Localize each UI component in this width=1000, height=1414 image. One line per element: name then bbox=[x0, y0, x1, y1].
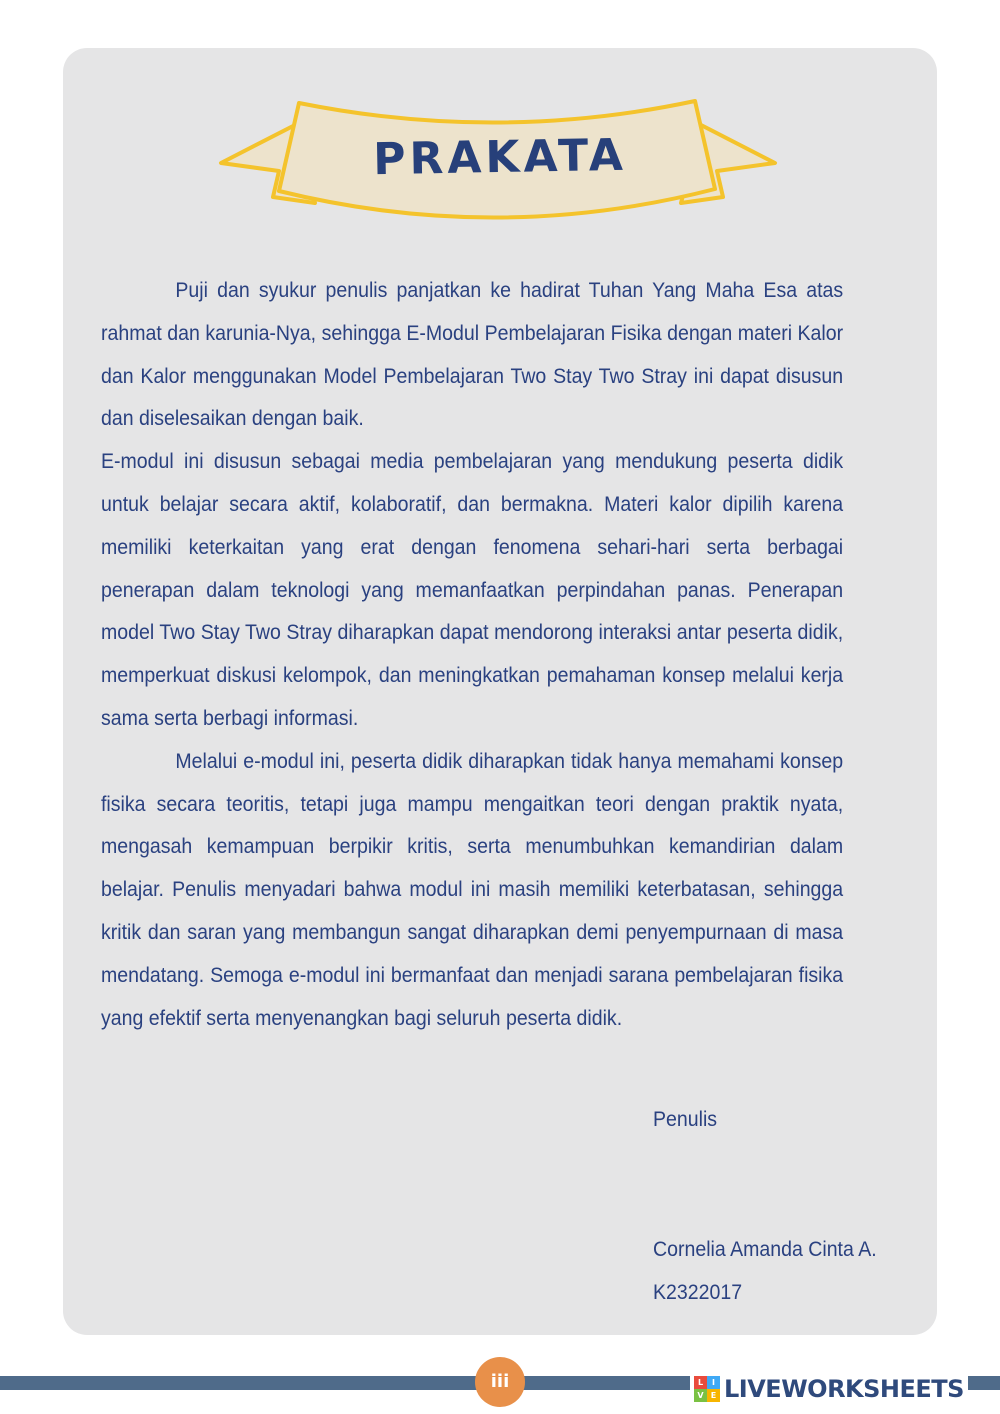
liveworksheets-brand: LIVEWORKSHEETS bbox=[724, 1375, 964, 1403]
body-text bbox=[101, 270, 843, 1040]
liveworksheets-logo[interactable] bbox=[690, 1374, 968, 1404]
liveworksheets-icon: L I V E bbox=[694, 1376, 720, 1402]
signature-role: Penulis bbox=[653, 1108, 718, 1131]
page-number-badge: iii bbox=[475, 1357, 525, 1407]
paragraph: Melalui e-modul ini, peserta didik diharapkan tidak hanya memahami konsep fisika secara teoritis, tetapi juga mampu mengaitkan teori dengan praktik nyata, mengasah kemampuan berpikir kritis, serta menumbuhkan kemandirian dalam belajar. Penulis menyadari bahwa modul ini masih memiliki keterbatasan, sehingga kritik dan saran yang membangun sangat diharapkan demi penyempurnaan di masa mendatang. Semoga e-modul ini bermanfaat dan menjadi sarana pembelajaran fisika yang efektif serta menyenangkan bagi seluruh peserta didik. bbox=[101, 749, 844, 1030]
paragraph: Puji dan syukur penulis panjatkan ke hadirat Tuhan Yang Maha Esa atas rahmat dan karunia-Nya, sehingga E-Modul Pembelajaran Fisika dengan materi Kalor dan Kalor menggunakan Model Pembelajaran Two Stay Two Stray ini dapat disusun dan diselesaikan dengan baik. bbox=[101, 279, 844, 431]
signature-name: Cornelia Amanda Cinta A. bbox=[653, 1238, 877, 1261]
signature-id: K2322017 bbox=[653, 1281, 743, 1304]
page-title: PRAKATA bbox=[372, 129, 628, 186]
paragraph: E-modul ini disusun sebagai media pembelajaran yang mendukung peserta didik untuk belajar secara aktif, kolaboratif, dan bermakna. Materi kalor dipilih karena memiliki keterkaitan yang erat dengan fenomena sehari-hari serta berbagai penerapan dalam teknologi yang memanfaatkan perpindahan panas. Penerapan model Two Stay Two Stray diharapkan dapat mendorong interaksi antar peserta didik, memperkuat diskusi kelompok, dan meningkatkan pemahaman konsep melalui kerja sama serta berbagi informasi. bbox=[101, 450, 844, 730]
